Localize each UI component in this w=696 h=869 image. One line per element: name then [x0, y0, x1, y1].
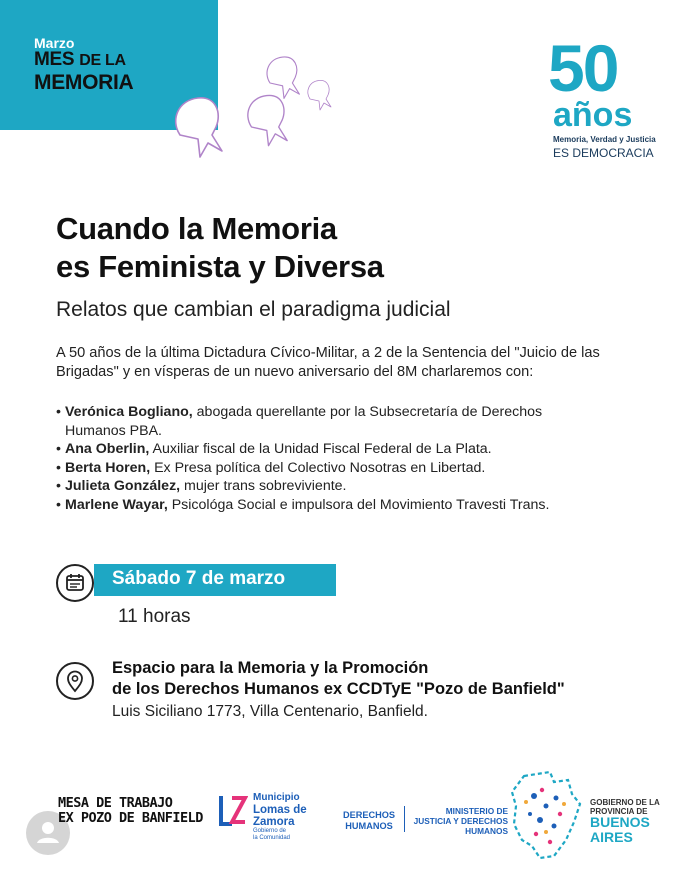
speaker-name: Julieta González, [65, 478, 181, 494]
venue-name [112, 658, 565, 700]
banner-mes: MES [34, 49, 75, 70]
logo-motto: Memoria, Verdad y Justicia [553, 135, 656, 144]
kerchief-icon [248, 95, 287, 145]
min-line1: MINISTERIO DE [445, 806, 508, 816]
gob-line2: PROVINCIA DE [590, 807, 648, 816]
location-pin-icon-svg [58, 664, 92, 698]
venue-line1: Espacio para la Memoria y la Promoción [112, 659, 429, 677]
title-line1: Cuando la Memoria [56, 211, 337, 246]
province-map-icon [510, 770, 582, 862]
lz-gobierno: Gobierno de [253, 827, 287, 834]
list-item [56, 477, 666, 496]
list-item [56, 440, 666, 459]
speaker-desc-cont: Humanos PBA. [65, 422, 162, 439]
lz-lomas: Lomas de [253, 803, 307, 816]
lomas-de-zamora-logo-text [253, 793, 307, 842]
page-subtitle: Relatos que cambian el paradigma judicial [56, 298, 451, 321]
buenos-aires-logo [590, 815, 650, 845]
speaker-desc: Auxiliar fiscal de la Unidad Fiscal Federal de La Plata. [149, 441, 492, 457]
ba-line2: AIRES [590, 829, 633, 845]
mesa-de-trabajo-logo [58, 796, 203, 826]
speaker-desc: abogada querellante por la Subsecretaría de Derechos [192, 404, 543, 420]
logo-number: 50 [548, 31, 618, 105]
banner-month: Marzo [34, 35, 75, 51]
list-item [56, 496, 666, 515]
intro-line2: Brigadas" y en vísperas de un nuevo aniversario del 8M charlaremos con: [56, 364, 534, 380]
min-line2: JUSTICIA Y DERECHOS [413, 816, 508, 826]
ba-line1: BUENOS [590, 814, 650, 830]
kerchief-icons [165, 55, 345, 175]
title-line2: es Feminista y Diversa [56, 249, 384, 284]
calendar-icon [56, 564, 94, 602]
logo-years: años [553, 96, 633, 134]
banner-line2: MEMORIA [34, 71, 134, 94]
ministerio-logo [410, 806, 508, 836]
divider [404, 806, 405, 832]
intro-paragraph [56, 344, 656, 382]
speaker-name: Ana Oberlin, [65, 441, 150, 457]
kerchief-icon [267, 57, 299, 98]
venue-address: Luis Siciliano 1773, Villa Centenario, Banfield. [112, 703, 428, 720]
speakers-list [56, 403, 666, 514]
speaker-name: Berta Horen, [65, 459, 151, 476]
ddhh-line1: DERECHOS [342, 810, 396, 820]
kerchief-icon [176, 98, 222, 157]
speaker-desc: Psicológa Social e impulsora del Movimiento Travesti Trans. [167, 496, 550, 513]
ddhh-line2: HUMANOS [345, 821, 393, 831]
min-line3: HUMANOS [465, 826, 508, 836]
event-date: Sábado 7 de marzo [112, 568, 286, 589]
logo-democracy: ES DEMOCRACIA [553, 146, 654, 160]
venue-line2: de los Derechos Humanos ex CCDTyE "Pozo de Banfield" [112, 680, 565, 698]
banner-dela: DE LA [79, 52, 126, 69]
derechos-humanos-logo [338, 810, 400, 832]
list-item [56, 403, 666, 440]
mesa-line2: EX POZO DE BANFIELD [58, 810, 203, 826]
calendar-icon-svg [58, 566, 92, 600]
speaker-name: Verónica Bogliano, [65, 404, 193, 420]
banner-line1 [34, 50, 126, 71]
fifty-years-logo [548, 31, 660, 168]
intro-line1: A 50 años de la última Dictadura Cívico-Militar, a 2 de la Sentencia del "Juicio de las [56, 345, 600, 361]
event-time: 11 horas [118, 606, 191, 627]
kerchief-icon [308, 80, 331, 110]
lz-municipio: Municipio [253, 792, 300, 803]
location-pin-icon [56, 662, 94, 700]
gob-line1: GOBIERNO DE LA [590, 798, 660, 807]
page-title [56, 210, 384, 286]
list-item [56, 459, 666, 478]
mesa-line1: MESA DE TRABAJO [58, 795, 173, 811]
lz-comunidad: la Comunidad [253, 834, 291, 841]
speaker-name: Marlene Wayar, [65, 496, 168, 513]
lz-zamora: Zamora [253, 815, 295, 828]
speaker-desc: mujer trans sobreviviente. [180, 478, 347, 494]
speaker-desc: Ex Presa política del Colectivo Nosotras en Libertad. [150, 459, 486, 476]
lomas-de-zamora-logo-mark [218, 794, 248, 828]
